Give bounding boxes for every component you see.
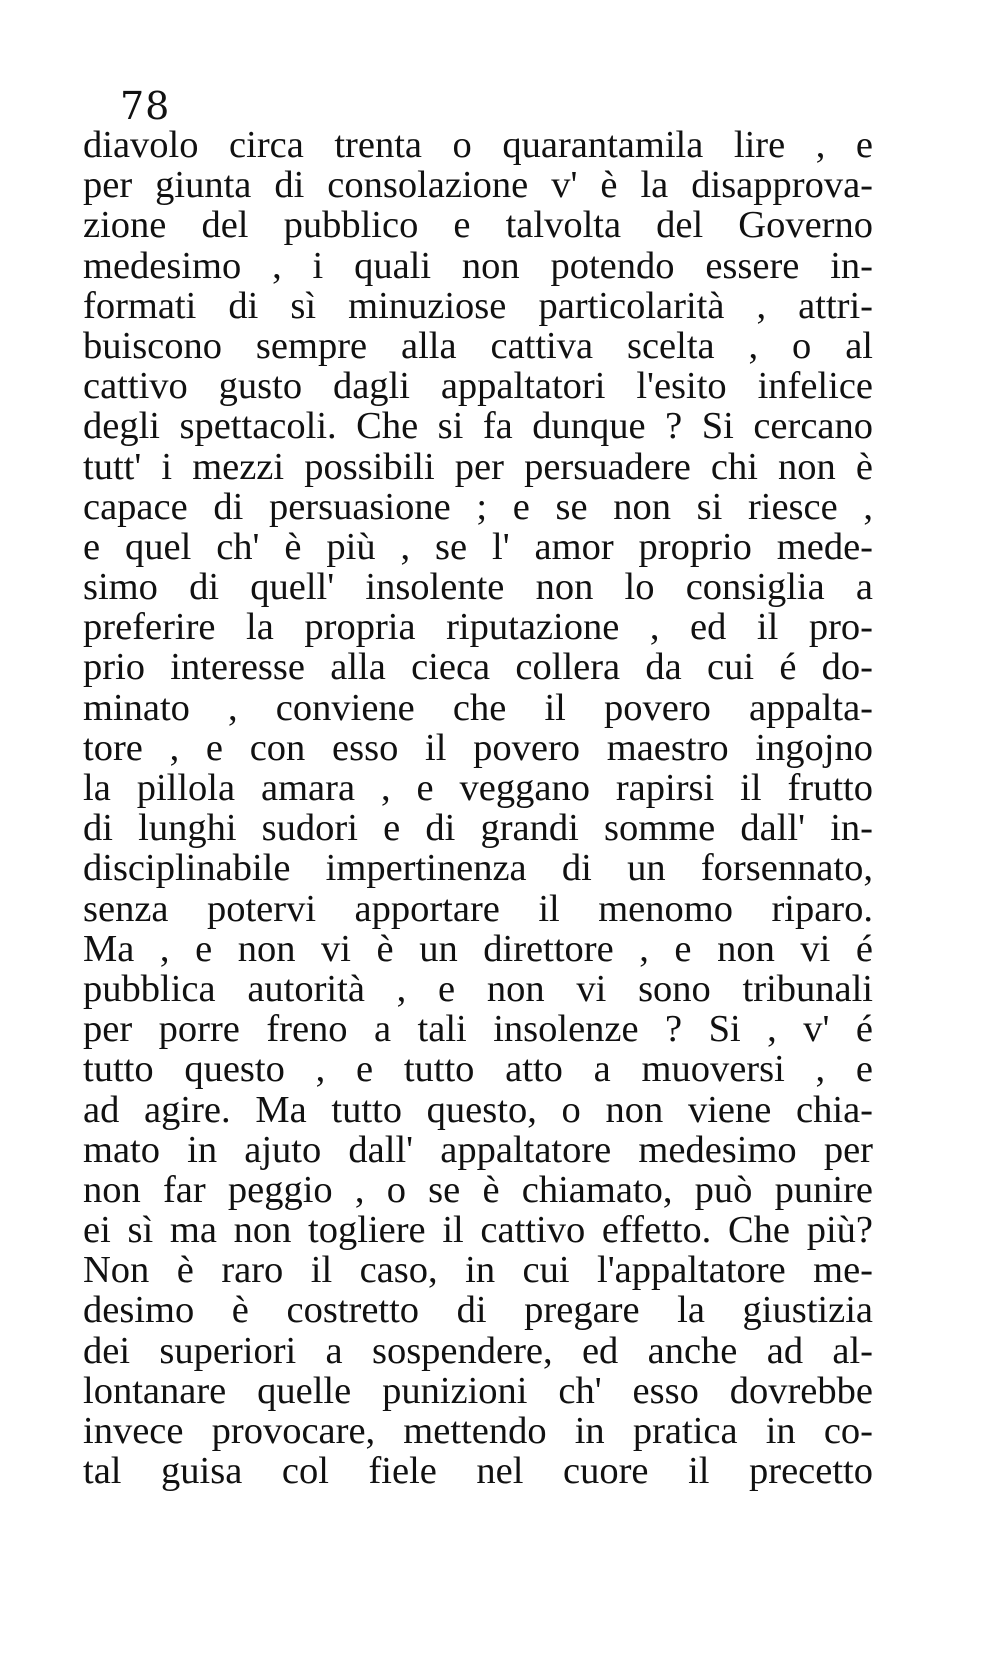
text-line: cattivo gusto dagli appaltatori l'esito infelice <box>83 366 873 407</box>
text-line: la pillola amara , e veggano rapirsi il frutto <box>83 768 873 809</box>
text-line: per porre freno a tali insolenze ? Si , v' é <box>83 1009 873 1050</box>
text-line: lontanare quelle punizioni ch' esso dovrebbe <box>83 1370 873 1411</box>
text-line: ad agire. Ma tutto questo, o non viene chia- <box>83 1089 873 1130</box>
text-line: tore , e con esso il povero maestro ingojno <box>83 727 873 768</box>
text-line: desimo è costretto di pregare la giustizia <box>83 1290 873 1331</box>
text-line: preferire la propria riputazione , ed il pro- <box>83 607 873 648</box>
text-line: mato in ajuto dall' appaltatore medesimo per <box>83 1129 873 1170</box>
text-line: invece provocare, mettendo in pratica in co- <box>83 1411 873 1452</box>
text-line: prio interesse alla cieca collera da cui é do- <box>83 647 873 688</box>
text-line: non far peggio , o se è chiamato, può punire <box>83 1169 873 1211</box>
text-line: medesimo , i quali non potendo essere in- <box>83 245 873 286</box>
page-number: 78 <box>120 84 171 128</box>
text-line: Ma , e non vi è un direttore , e non vi é <box>83 928 873 969</box>
text-line: capace di persuasione ; e se non si riesce , <box>83 486 873 527</box>
text-line: Non è raro il caso, in cui l'appaltatore me- <box>83 1250 873 1291</box>
text-line: ei sì ma non togliere il cattivo effetto. Che più? <box>83 1210 873 1251</box>
text-line: tutt' i mezzi possibili per persuadere chi non è <box>83 446 873 487</box>
text-line: pubblica autorità , e non vi sono tribunali <box>83 968 873 1010</box>
text-line: zione del pubblico e talvolta del Governo <box>83 205 873 246</box>
text-line: tal guisa col fiele nel cuore il precetto <box>83 1451 873 1492</box>
text-line: dei superiori a sospendere, ed anche ad al- <box>83 1330 873 1371</box>
text-line: di lunghi sudori e di grandi somme dall' in- <box>83 808 873 849</box>
text-line: formati di sì minuziose particolarità , attri- <box>83 285 873 326</box>
text-line: buiscono sempre alla cattiva scelta , o al <box>83 325 873 367</box>
text-line: disciplinabile impertinenza di un forsennato, <box>83 848 873 889</box>
text-line: diavolo circa trenta o quarantamila lire , e <box>83 125 873 166</box>
text-line: minato , conviene che il povero appalta- <box>83 687 873 728</box>
text-line: senza potervi apportare il menomo riparo. <box>83 888 873 929</box>
text-line: tutto questo , e tutto atto a muoversi , e <box>83 1049 873 1090</box>
text-line: per giunta di consolazione v' è la disapprova- <box>83 165 873 206</box>
text-line: e quel ch' è più , se l' amor proprio mede- <box>83 526 873 568</box>
body-text <box>83 125 873 1491</box>
text-line: simo di quell' insolente non lo consiglia a <box>83 567 873 608</box>
text-line: degli spettacoli. Che si fa dunque ? Si cercano <box>83 406 873 447</box>
